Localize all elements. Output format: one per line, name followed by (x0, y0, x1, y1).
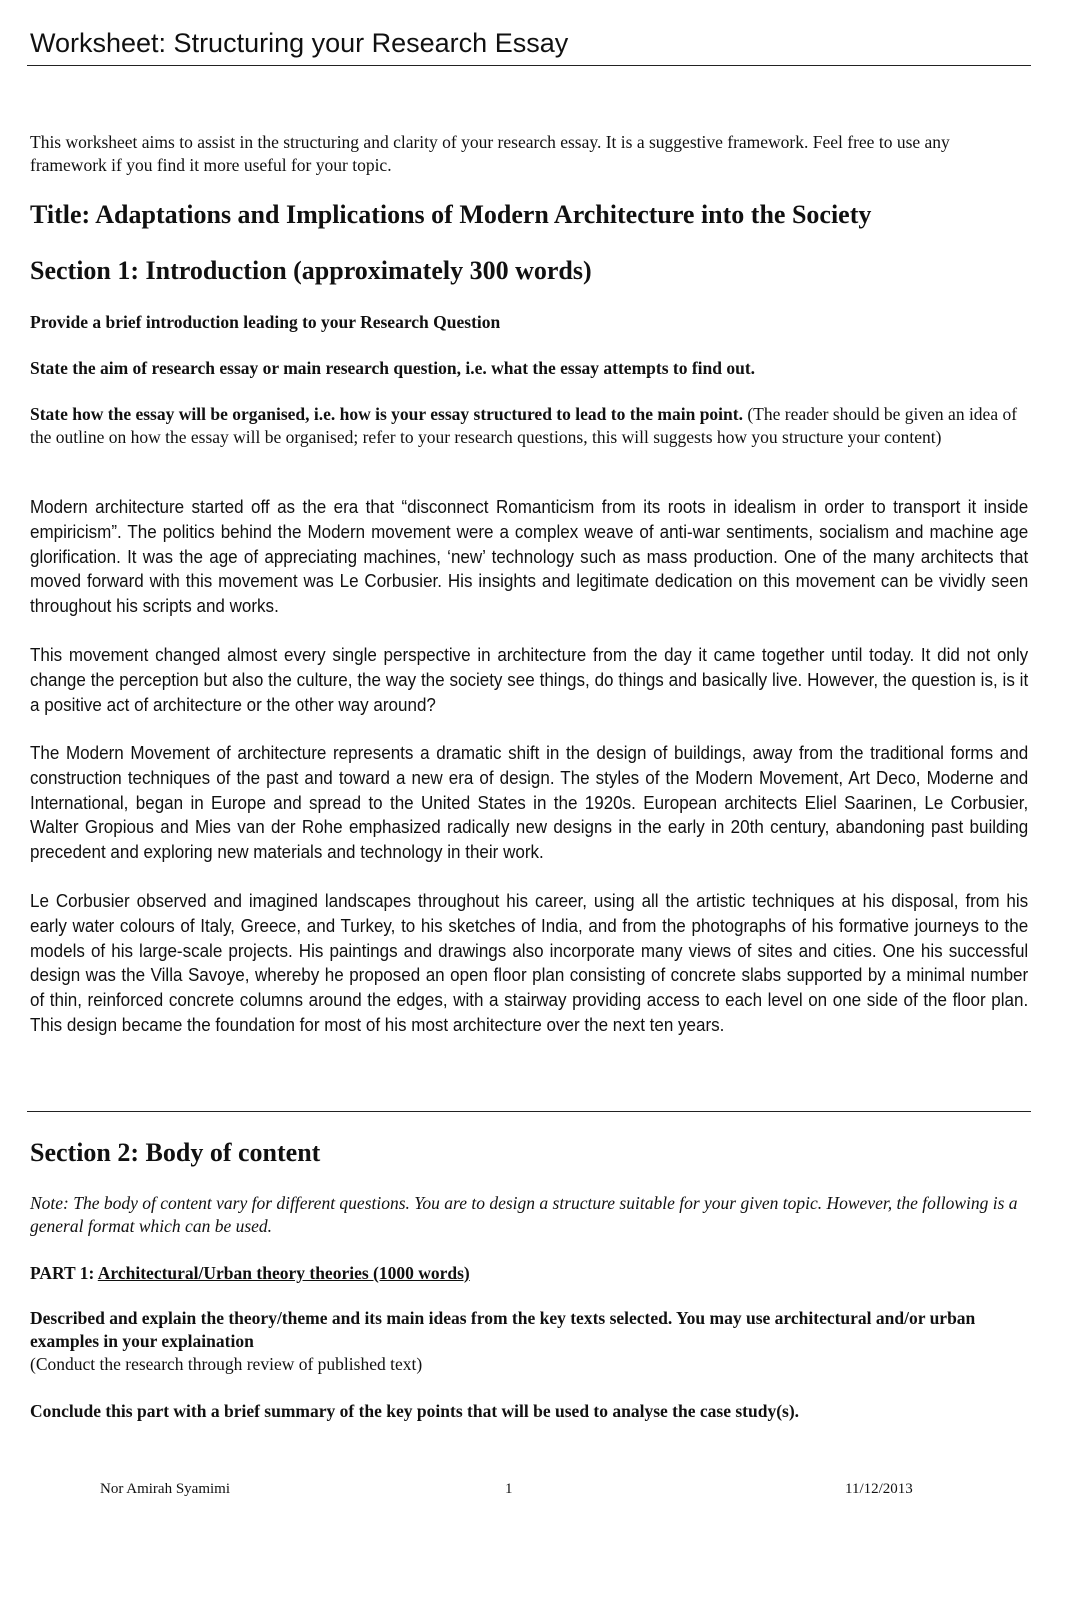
section-divider (27, 1111, 1031, 1112)
describe-prompt-bold: Described and explain the theory/theme and its main ideas from the key texts selected. You may use architectural and/or urban examples in your explaination (30, 1308, 976, 1351)
body-paragraph-4: Le Corbusier observed and imagined landscapes throughout his career, using all the artistic techniques at his disposal, from his early water colours of Italy, Greece, and Turkey, to his sketches of India, and from the photographs of his formative journeys to the models of his large-scale projects. His paintings and drawings also incorporate many views of sites and cities. One his successful design was the Villa Savoye, whereby he proposed an open floor plan consisting of concrete slabs supported by a minimal number of thin, reinforced concrete columns around the edges, with a stairway providing access to each level on one side of the floor plan. This design became the foundation for most of his most architecture over the next ten years. (30, 890, 1029, 1035)
footer-date: 11/12/2013 (845, 1481, 913, 1497)
part1-label: PART 1: (30, 1263, 98, 1283)
section2-heading: Section 2: Body of content (30, 1138, 321, 1167)
section1-heading: Section 1: Introduction (approximately 300 words) (30, 256, 592, 285)
essay-title: Title: Adaptations and Implications of Modern Architecture into the Society (30, 200, 872, 229)
footer-page-number: 1 (505, 1481, 513, 1497)
part1-heading (30, 1262, 1028, 1285)
section1-prompt-organisation (30, 403, 1028, 449)
header-divider (27, 65, 1031, 66)
body-paragraph-3: The Modern Movement of architecture represents a dramatic shift in the design of buildings, away from the traditional forms and construction techniques of the past and toward a new era of design. The styles of the Modern Movement, Art Deco, Moderne and International, began in Europe and spread to the United States in the 1920s. European architects Eliel Saarinen, Le Corbusier, Walter Gropious and Mies van der Rohe emphasized radically new designs in the early in 20th century, abandoning past building precedent and exploring new materials and technology in their work. (30, 742, 1029, 863)
part1-conclude-instruction: Conclude this part with a brief summary of the key points that will be used to analyse the case study(s). (30, 1401, 800, 1421)
footer-author: Nor Amirah Syamimi (100, 1481, 230, 1497)
describe-prompt-note: (Conduct the research through review of published text) (30, 1354, 423, 1374)
section2-note: Note: The body of content vary for different questions. You are to design a structure suitable for your given topic. However, the following is a general format which can be used. (30, 1193, 1018, 1236)
worksheet-header-title: Worksheet: Structuring your Research Essay (30, 28, 569, 58)
part1-describe-instruction (30, 1307, 1028, 1376)
body-paragraph-1: Modern architecture started off as the era that “disconnect Romanticism from its roots in idealism in order to transport it inside empiricism”. The politics behind the Modern movement were a complex weave of anti-war sentiments, socialism and machine age glorification. It was the age of appreciating machines, ‘new’ technology such as mass production. One of the many architects that moved forward with this movement was Le Corbusier. His insights and legitimate dedication on this movement can be vividly seen throughout his scripts and works. (30, 496, 1029, 617)
organisation-prompt-note: (The reader should be given an idea of the outline on how the essay will be organised; refer to your research questions, this will suggests how you structure your content) (30, 404, 1018, 447)
body-paragraph-2: This movement changed almost every single perspective in architecture from the day it came together until today. It did not only change the perception but also the culture, the way the society see things, do things and basically live. However, the question is, is it a positive act of architecture or the other way around? (30, 644, 1029, 715)
organisation-prompt-bold: State how the essay will be organised, i.e. how is your essay structured to lead to the main point. (30, 404, 743, 424)
part1-title: Architectural/Urban theory theories (1000 words) (97, 1263, 470, 1283)
intro-paragraph: This worksheet aims to assist in the structuring and clarity of your research essay. It is a suggestive framework. Feel free to use any framework if you find it more useful for your topic. (30, 132, 950, 175)
section1-prompt-aim: State the aim of research essay or main research question, i.e. what the essay attempts to find out. (30, 358, 756, 378)
section1-prompt-intro: Provide a brief introduction leading to your Research Question (30, 312, 501, 332)
